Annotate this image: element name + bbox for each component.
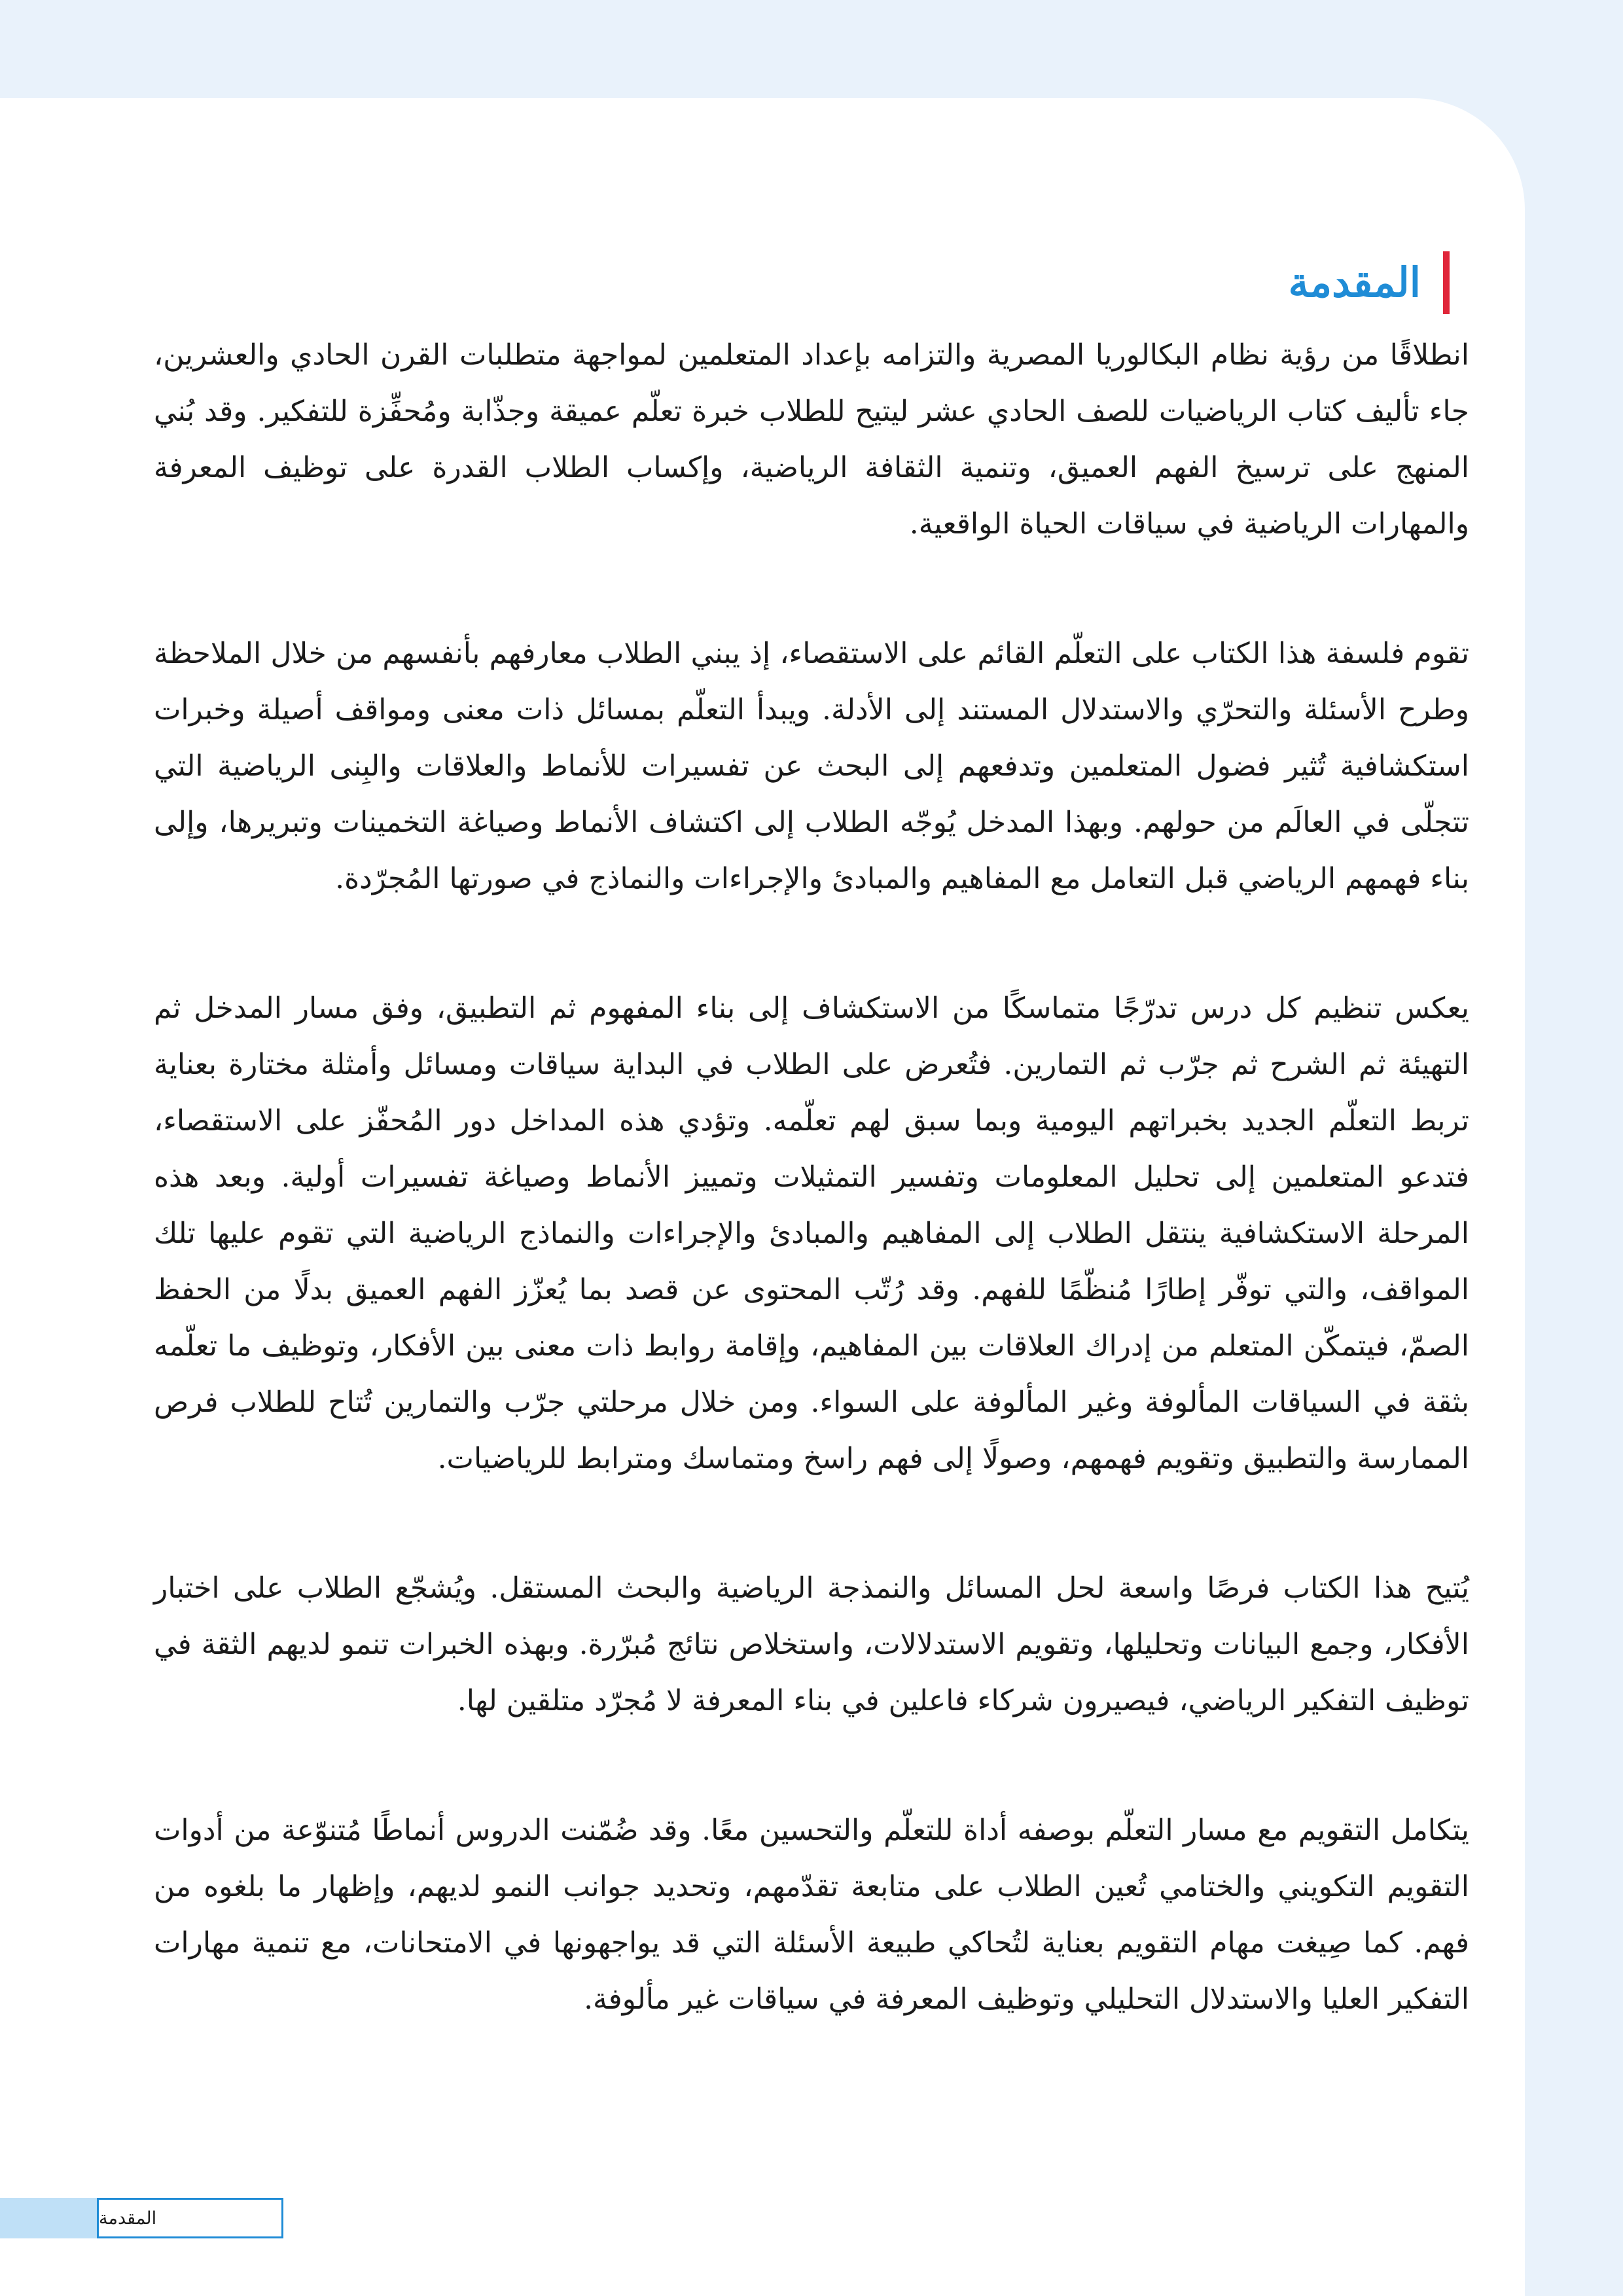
- footer-label: المقدمة: [99, 2208, 157, 2229]
- paragraph-1: انطلاقًا من رؤية نظام البكالوريا المصرية والتزامه بإعداد المتعلمين لمواجهة متطلبات القرن الحادي والعشرين، جاء تأليف كتاب الرياضيات للصف الحادي عشر ليتيح للطلاب خبرة تعلّم عميقة وجذّابة ومُحفِّزة للتفكير. وقد بُني المنهج على ترسيخ الفهم العميق، وتنمية الثقافة الرياضية، وإكساب الطلاب القدرة على توظيف المعرفة والمهارات الرياضية في سياقات الحياة الواقعية.: [154, 338, 1469, 541]
- paragraph-3: يعكس تنظيم كل درس تدرّجًا متماسكًا من الاستكشاف إلى بناء المفهوم ثم التطبيق، وفق مسار المدخل ثم التهيئة ثم الشرح ثم جرّب ثم التمارين. فتُعرض على الطلاب في البداية سياقات ومسائل وأمثلة مختارة بعناية تربط التعلّم الجديد بخبراتهم اليومية وبما سبق لهم تعلّمه. وتؤدي هذه المداخل دور المُحفّز على الاستقصاء، فتدعو المتعلمين إلى تحليل المعلومات وتفسير التمثيلات وتمييز الأنماط وصياغة تفسيرات أولية. وبعد هذه المرحلة الاستكشافية ينتقل الطلاب إلى المفاهيم والمبادئ والإجراءات والنماذج الرياضية التي تقوم عليها تلك المواقف، والتي توفّر إطارًا مُنظّمًا للفهم. وقد رُتّب المحتوى عن قصد بما يُعزّز الفهم العميق بدلًا من الحفظ الصمّ، فيتمكّن المتعلم من إدراك العلاقات بين المفاهيم، وإقامة روابط ذات معنى بين الأفكار، وتوظيف ما تعلّمه بثقة في السياقات المألوفة وغير المألوفة على السواء. ومن خلال مرحلتي جرّب والتمارين تُتاح للطلاب فرص الممارسة والتطبيق وتقويم فهمهم، وصولًا إلى فهم راسخ ومتماسك ومترابط للرياضيات.: [154, 992, 1469, 1475]
- body-text: [154, 327, 1469, 2028]
- paragraph-2: تقوم فلسفة هذا الكتاب على التعلّم القائم على الاستقصاء، إذ يبني الطلاب معارفهم بأنفسهم من خلال الملاحظة وطرح الأسئلة والتحرّي والاستدلال المستند إلى الأدلة. ويبدأ التعلّم بمسائل ذات معنى ومواقف أصيلة وخبرات استكشافية تُثير فضول المتعلمين وتدفعهم إلى البحث عن تفسيرات للأنماط والعلاقات والبِنى الرياضية التي تتجلّى في العالَم من حولهم. وبهذا المدخل يُوجّه الطلاب إلى اكتشاف الأنماط وصياغة التخمينات وتبريرها، وإلى بناء فهمهم الرياضي قبل التعامل مع المفاهيم والمبادئ والإجراءات والنماذج في صورتها المُجرّدة.: [154, 637, 1469, 895]
- top-decorative-band: [0, 0, 1623, 98]
- footer-section-tab: [97, 2198, 283, 2238]
- paragraph-4: يُتيح هذا الكتاب فرصًا واسعة لحل المسائل والنمذجة الرياضية والبحث المستقل. ويُشجّع الطلاب على اختبار الأفكار، وجمع البيانات وتحليلها، وتقويم الاستدلالات، واستخلاص نتائج مُبرّرة. وبهذه الخبرات تنمو لديهم الثقة في توظيف التفكير الرياضي، فيصيرون شركاء فاعلين في بناء المعرفة لا مُجرّد متلقين لها.: [154, 1571, 1469, 1717]
- paragraph-5: يتكامل التقويم مع مسار التعلّم بوصفه أداة للتعلّم والتحسين معًا. وقد ضُمّنت الدروس أنماطًا مُتنوّعة من أدوات التقويم التكويني والختامي تُعين الطلاب على متابعة تقدّمهم، وتحديد جوانب النمو لديهم، وإظهار ما بلغوه من فهم. كما صِيغت مهام التقويم بعناية لتُحاكي طبيعة الأسئلة التي قد يواجهونها في الامتحانات، مع تنمية مهارات التفكير العليا والاستدلال التحليلي وتوظيف المعرفة في سياقات غير مألوفة.: [154, 1814, 1469, 2016]
- section-heading: [1289, 250, 1450, 315]
- side-decorative-band: [1525, 0, 1623, 2296]
- footer-color-bar: [0, 2198, 97, 2238]
- page-title: المقدمة: [1288, 259, 1421, 306]
- heading-accent-bar: [1443, 251, 1450, 314]
